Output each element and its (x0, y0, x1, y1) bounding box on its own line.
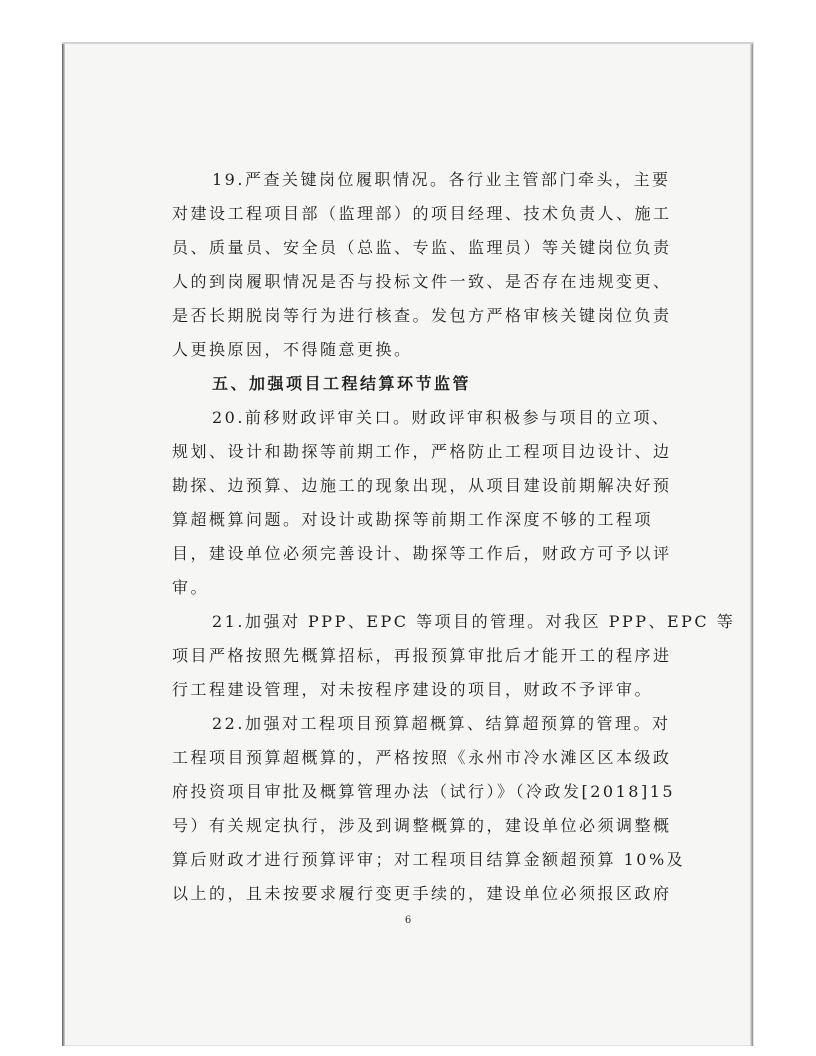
paragraph-22-line: 算后财政才进行预算评审；对工程项目结算金额超预算 10%及 (172, 850, 686, 869)
paragraph-22-line: 以上的，且未按要求履行变更手续的，建设单位必须报区政府 (172, 884, 672, 903)
paragraph-19-line: 人的到岗履职情况是否与投标文件一致、是否存在违规变更、 (172, 272, 672, 291)
paragraph-19-line: 人更换原因，不得随意更换。 (172, 340, 413, 359)
paragraph-20-line: 勘探、边预算、边施工的现象出现，从项目建设前期解决好预 (172, 476, 672, 495)
scan-shadow-top (62, 42, 754, 44)
paragraph-20-line: 审。 (172, 578, 210, 597)
scan-shadow-left (62, 42, 65, 1046)
paragraph-19-line: 对建设工程项目部（监理部）的项目经理、技术负责人、施工 (172, 204, 672, 223)
paragraph-19-line: 是否长期脱岗等行为进行核查。发包方严格审核关键岗位负责 (172, 306, 672, 325)
paragraph-20-line: 目，建设单位必须完善设计、勘探等工作后，财政方可予以评 (172, 544, 672, 563)
paragraph-20-line: 算超概算问题。对设计或勘探等前期工作深度不够的工程项 (172, 510, 654, 529)
paragraph-22-line: 工程项目预算超概算的，严格按照《永州市冷水滩区区本级政 (172, 748, 672, 767)
paragraph-20-line: 20.前移财政评审关口。财政评审积极参与项目的立项、 (212, 408, 671, 427)
paragraph-19-line: 19.严查关键岗位履职情况。各行业主管部门牵头，主要 (212, 170, 671, 189)
paragraph-21-line: 行工程建设管理，对未按程序建设的项目，财政不予评审。 (172, 680, 654, 699)
paragraph-22-line: 府投资项目审批及概算管理办法（试行）》（冷政发[2018]15 (172, 782, 676, 801)
paragraph-22-line: 号）有关规定执行，涉及到调整概算的，建设单位必须调整概 (172, 816, 672, 835)
paragraph-20-line: 规划、设计和勘探等前期工作，严格防止工程项目边设计、边 (172, 442, 672, 461)
document-body (172, 163, 736, 911)
page-number: 6 (404, 915, 412, 926)
paragraph-19-line: 员、质量员、安全员（总监、专监、监理员）等关键岗位负责 (172, 238, 672, 257)
paragraph-21-line: 项目严格按照先概算招标，再报预算审批后才能开工的程序进 (172, 646, 672, 665)
section-heading: 五、加强项目工程结算环节监管 (212, 374, 472, 393)
paragraph-21-line: 21.加强对 PPP、EPC 等项目的管理。对我区 PPP、EPC 等 (212, 612, 736, 631)
paragraph-22-line: 22.加强对工程项目预算超概算、结算超预算的管理。对 (212, 714, 671, 733)
scan-shadow-right (750, 42, 753, 1046)
